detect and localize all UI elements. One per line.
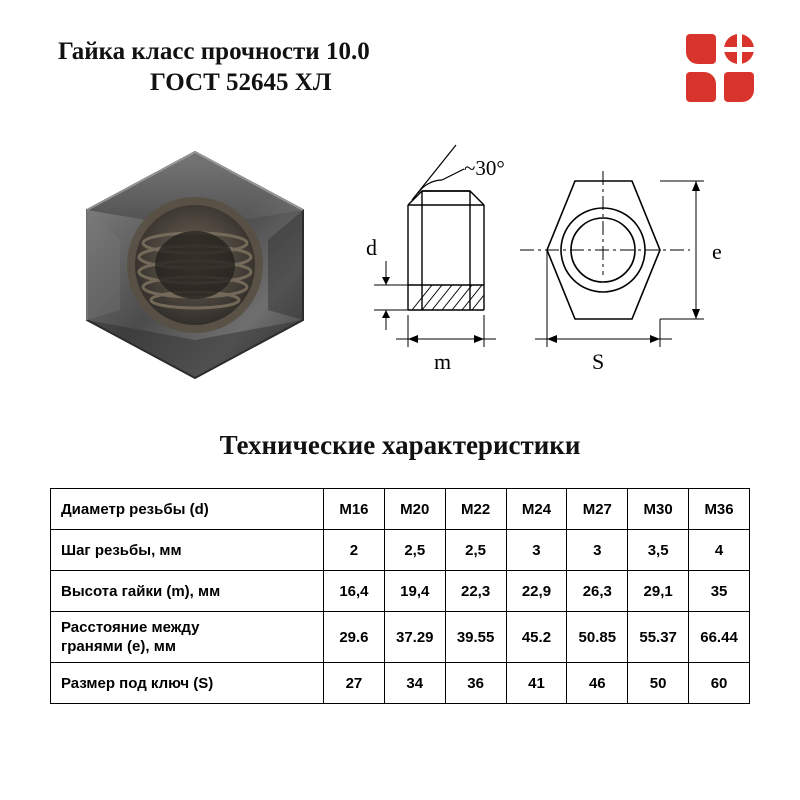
cell-across-corners-1: 29.6 [324,612,385,663]
cell-across-corners-4: 45.2 [506,612,567,663]
cell-wrench-size-7: 60 [689,663,750,704]
logo-square-bottom-right [724,72,754,102]
table-row [51,571,750,612]
logo-circle-top-right [724,34,754,64]
specifications-table [50,488,750,704]
cell-thread-pitch-4: 3 [506,530,567,571]
cell-wrench-size-4: 41 [506,663,567,704]
cell-across-corners-7: 66.44 [689,612,750,663]
m-label: m [434,349,452,374]
cell-thread-diameter-2: M20 [384,489,445,530]
hex-nut-photo-svg [60,140,330,380]
cell-nut-height-2: 19,4 [384,571,445,612]
row-label-thread-pitch: Шаг резьбы, мм [51,530,324,571]
row-label-thread-diameter: Диаметр резьбы (d) [51,489,324,530]
company-logo-icon [686,34,758,106]
cell-thread-diameter-3: M22 [445,489,506,530]
cell-wrench-size-2: 34 [384,663,445,704]
logo-square-top-left [686,34,716,64]
cell-nut-height-3: 22,3 [445,571,506,612]
cell-thread-pitch-2: 2,5 [384,530,445,571]
table-row [51,663,750,704]
table-row [51,489,750,530]
cell-thread-pitch-6: 3,5 [628,530,689,571]
section-heading: Технические характеристики [219,430,581,460]
s-label: S [592,349,605,374]
cell-wrench-size-1: 27 [324,663,385,704]
angle-label: ~30° [464,156,505,180]
e-label: e [712,239,722,264]
cell-wrench-size-6: 50 [628,663,689,704]
cell-nut-height-1: 16,4 [324,571,385,612]
cell-nut-height-5: 26,3 [567,571,628,612]
technical-drawing-svg [360,125,760,395]
cell-thread-pitch-5: 3 [567,530,628,571]
cell-wrench-size-5: 46 [567,663,628,704]
page-header [0,0,800,120]
product-photo [60,140,330,380]
cell-thread-diameter-1: M16 [324,489,385,530]
cell-thread-diameter-4: M24 [506,489,567,530]
cell-nut-height-4: 22,9 [506,571,567,612]
cell-thread-diameter-6: M30 [628,489,689,530]
cell-thread-diameter-7: M36 [689,489,750,530]
row-label-wrench-size: Размер под ключ (S) [51,663,324,704]
cell-thread-diameter-5: M27 [567,489,628,530]
row-label-across-corners-line-2: гранями (e), мм [61,638,176,655]
table-row [51,612,750,663]
cell-nut-height-6: 29,1 [628,571,689,612]
row-label-nut-height: Высота гайки (m), мм [51,571,324,612]
cell-across-corners-5: 50.85 [567,612,628,663]
cell-across-corners-2: 37.29 [384,612,445,663]
cell-thread-pitch-7: 4 [689,530,750,571]
cell-across-corners-3: 39.55 [445,612,506,663]
row-label-across-corners [51,612,324,663]
cell-thread-pitch-3: 2,5 [445,530,506,571]
page-title [50,36,630,98]
cell-thread-pitch-1: 2 [324,530,385,571]
row-label-across-corners-line-1: Расстояние между [61,619,200,636]
table-row [51,530,750,571]
technical-drawing [360,125,760,395]
cell-nut-height-7: 35 [689,571,750,612]
cell-wrench-size-3: 36 [445,663,506,704]
page-title-line-2: ГОСТ 52645 ХЛ [150,69,332,96]
cell-across-corners-6: 55.37 [628,612,689,663]
logo-square-bottom-left [686,72,716,102]
d-label: d [366,235,377,260]
page-title-line-1: Гайка класс прочности 10.0 [58,38,370,65]
